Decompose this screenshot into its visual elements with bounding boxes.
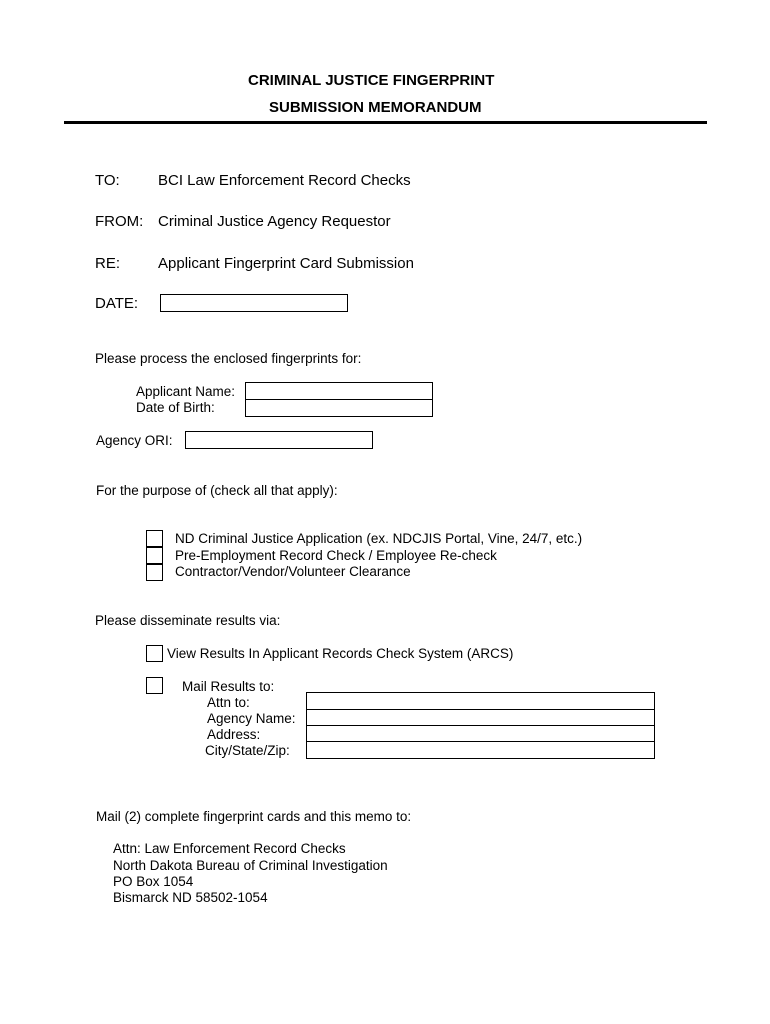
to-value: BCI Law Enforcement Record Checks <box>158 172 411 189</box>
applicant-name-field[interactable] <box>245 382 433 400</box>
purpose-label-nd-cj-application: ND Criminal Justice Application (ex. NDCJIS Portal, Vine, 24/7, etc.) <box>175 531 583 546</box>
process-intro: Please process the enclosed fingerprints for: <box>95 351 362 366</box>
mailing-line-1: Attn: Law Enforcement Record Checks <box>113 841 346 856</box>
agency-name-value <box>307 712 310 726</box>
re-value: Applicant Fingerprint Card Submission <box>158 255 414 272</box>
mail-results-checkbox[interactable] <box>146 677 163 694</box>
mailing-line-2: North Dakota Bureau of Criminal Investigation <box>113 858 388 873</box>
mailing-line-3: PO Box 1054 <box>113 874 194 889</box>
address-field[interactable] <box>306 725 655 742</box>
purpose-checkbox-nd-cj-application[interactable] <box>146 530 163 547</box>
city-state-zip-value <box>307 744 310 758</box>
attn-value <box>307 695 310 709</box>
to-label: TO: <box>95 172 120 189</box>
agency-ori-field[interactable] <box>185 431 373 449</box>
address-value <box>307 728 310 742</box>
from-label: FROM: <box>95 213 144 230</box>
from-value: Criminal Justice Agency Requestor <box>158 213 391 230</box>
dob-value <box>246 402 249 416</box>
header-divider <box>64 121 707 124</box>
city-state-zip-label: City/State/Zip: <box>205 743 290 758</box>
mail-results-label: Mail Results to: <box>182 679 275 694</box>
mailing-intro: Mail (2) complete fingerprint cards and this memo to: <box>96 809 412 824</box>
purpose-checkbox-pre-employment[interactable] <box>146 547 163 564</box>
purpose-intro: For the purpose of (check all that apply): <box>96 483 338 498</box>
applicant-name-value <box>246 385 249 399</box>
re-label: RE: <box>95 255 121 272</box>
city-state-zip-field[interactable] <box>306 741 655 759</box>
title-line-1: CRIMINAL JUSTICE FINGERPRINT <box>248 72 495 89</box>
agency-ori-label: Agency ORI: <box>96 433 173 448</box>
date-field-value <box>161 297 164 311</box>
dissemination-intro: Please disseminate results via: <box>95 613 281 628</box>
dob-field[interactable] <box>245 399 433 417</box>
agency-name-label: Agency Name: <box>207 711 296 726</box>
purpose-label-contractor: Contractor/Vendor/Volunteer Clearance <box>175 564 411 579</box>
purpose-checkbox-contractor[interactable] <box>146 564 163 581</box>
date-label: DATE: <box>95 295 139 312</box>
agency-ori-value <box>186 434 189 448</box>
mailing-line-4: Bismarck ND 58502-1054 <box>113 890 268 905</box>
applicant-name-label: Applicant Name: <box>136 384 236 399</box>
date-field[interactable] <box>160 294 348 312</box>
address-label: Address: <box>207 727 261 742</box>
attn-label: Attn to: <box>207 695 250 710</box>
arcs-checkbox[interactable] <box>146 645 163 662</box>
purpose-label-pre-employment: Pre-Employment Record Check / Employee Re-check <box>175 548 497 563</box>
title-line-2: SUBMISSION MEMORANDUM <box>269 99 482 116</box>
dob-label: Date of Birth: <box>136 400 215 415</box>
attn-field[interactable] <box>306 692 655 710</box>
agency-name-field[interactable] <box>306 709 655 726</box>
arcs-label: View Results In Applicant Records Check System (ARCS) <box>167 646 514 661</box>
